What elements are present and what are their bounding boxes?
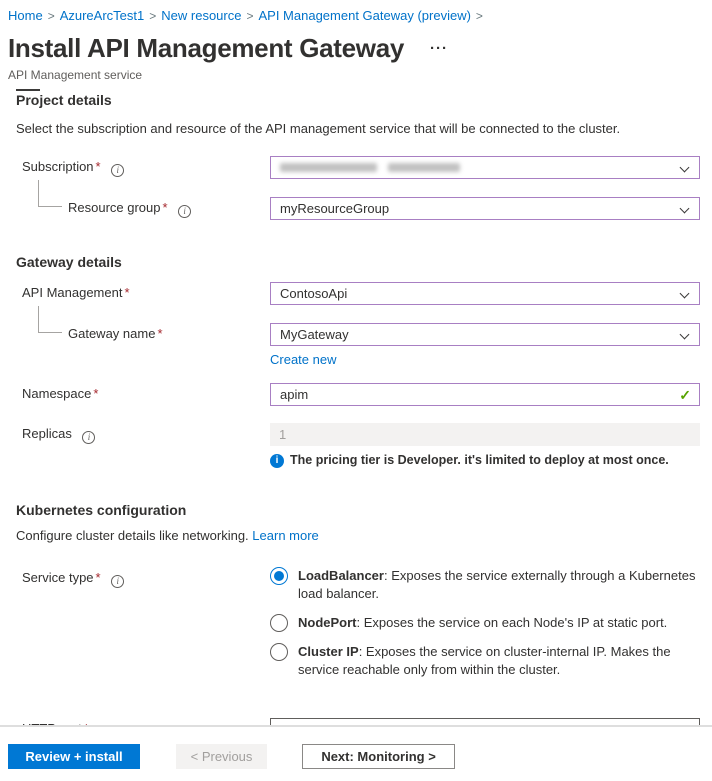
namespace-label: Namespace * xyxy=(22,386,99,401)
required-asterisk: * xyxy=(157,326,163,341)
info-icon[interactable]: i xyxy=(178,205,191,218)
wizard-footer xyxy=(0,725,712,781)
required-asterisk: * xyxy=(124,285,130,300)
namespace-row xyxy=(16,383,700,406)
page-title: Install API Management Gateway xyxy=(8,33,405,63)
radio-option-cluster-ip[interactable] xyxy=(270,643,700,679)
breadcrumb-azurearctest1[interactable]: AzureArcTest1 xyxy=(59,8,145,23)
chevron-down-icon xyxy=(680,330,690,340)
gateway-details-heading: Gateway details xyxy=(16,254,122,270)
service-type-label: Service type * i xyxy=(16,567,270,588)
project-details-description: Select the subscription and resource of the API management service that will be connected to the cluster. xyxy=(16,121,621,136)
chevron-down-icon xyxy=(680,289,690,299)
info-filled-icon: i xyxy=(270,454,284,468)
namespace-value: apim xyxy=(280,387,309,402)
gateway-name-label: Gateway name * xyxy=(68,326,163,341)
tab-indicator xyxy=(16,89,40,91)
gateway-name-value: MyGateway xyxy=(280,327,349,342)
breadcrumb-separator: > xyxy=(475,9,483,23)
hierarchy-connector-line xyxy=(38,180,62,207)
learn-more-link[interactable]: Learn more xyxy=(252,528,319,543)
service-type-radio-group xyxy=(270,567,700,690)
create-new-link[interactable]: Create new xyxy=(270,352,337,367)
replicas-row xyxy=(16,423,700,468)
namespace-input[interactable] xyxy=(270,383,700,406)
info-icon[interactable]: i xyxy=(82,431,95,444)
option-description: : Exposes the service on cluster-internal IP. Makes the service reachable only from within the cluster. xyxy=(298,644,671,677)
redacted-subscription-text xyxy=(388,163,460,172)
breadcrumb-new-resource[interactable]: New resource xyxy=(161,8,242,23)
option-description: : Exposes the service externally through a Kubernetes load balancer. xyxy=(298,568,696,601)
breadcrumb-home[interactable]: Home xyxy=(8,8,43,23)
resource-group-dropdown[interactable] xyxy=(270,197,700,220)
redacted-subscription-text xyxy=(280,163,377,172)
required-asterisk: * xyxy=(93,386,99,401)
breadcrumb xyxy=(8,8,700,24)
chevron-down-icon xyxy=(680,204,690,214)
resource-group-value: myResourceGroup xyxy=(280,201,390,216)
required-asterisk: * xyxy=(95,570,101,585)
api-management-dropdown[interactable] xyxy=(270,282,700,305)
gateway-name-dropdown[interactable] xyxy=(270,323,700,346)
option-name: NodePort xyxy=(298,615,357,630)
resource-group-label: Resource group * i xyxy=(16,197,270,218)
info-icon[interactable]: i xyxy=(111,575,124,588)
previous-button: < Previous xyxy=(176,744,268,769)
breadcrumb-separator: > xyxy=(47,9,55,23)
required-asterisk: * xyxy=(95,159,101,174)
option-description: : Exposes the service on each Node's IP at static port. xyxy=(356,615,668,630)
subscription-row xyxy=(16,156,700,179)
replicas-info-message: i The pricing tier is Developer. it's limited to deploy at most once. xyxy=(270,453,700,468)
resource-group-row xyxy=(16,197,700,220)
gateway-name-row xyxy=(16,323,700,367)
api-management-label: API Management * xyxy=(22,285,130,300)
breadcrumb-separator: > xyxy=(246,9,254,23)
chevron-down-icon xyxy=(680,163,690,173)
api-management-value: ContosoApi xyxy=(280,286,348,301)
api-management-row xyxy=(16,282,700,305)
project-details-heading: Project details xyxy=(16,92,112,108)
more-menu-icon[interactable]: ··· xyxy=(430,39,449,57)
replicas-input-disabled xyxy=(270,423,700,446)
kubernetes-configuration-heading: Kubernetes configuration xyxy=(16,502,187,518)
option-name: Cluster IP xyxy=(298,644,359,659)
radio-unselected-icon[interactable] xyxy=(270,614,288,632)
page-subtitle: API Management service xyxy=(8,68,143,82)
hierarchy-connector-line xyxy=(38,306,62,333)
kubernetes-description: Configure cluster details like networking. Learn more xyxy=(16,528,319,543)
valid-check-icon: ✓ xyxy=(679,387,691,403)
breadcrumb-separator: > xyxy=(149,9,157,23)
radio-selected-icon[interactable] xyxy=(270,567,288,585)
info-icon[interactable]: i xyxy=(111,164,124,177)
required-asterisk: * xyxy=(162,200,168,215)
replicas-value: 1 xyxy=(279,427,287,442)
radio-unselected-icon[interactable] xyxy=(270,643,288,661)
subscription-dropdown[interactable] xyxy=(270,156,700,179)
breadcrumb-api-management-gateway[interactable]: API Management Gateway (preview) xyxy=(258,8,471,23)
service-type-row xyxy=(16,567,700,690)
replicas-label: Replicas i xyxy=(16,423,270,444)
next-monitoring-button[interactable]: Next: Monitoring > xyxy=(302,744,455,769)
subscription-label: Subscription * i xyxy=(16,156,270,177)
radio-option-loadbalancer[interactable] xyxy=(270,567,700,603)
review-install-button[interactable]: Review + install xyxy=(8,744,140,769)
option-name: LoadBalancer xyxy=(298,568,384,583)
radio-option-nodeport[interactable] xyxy=(270,614,700,632)
